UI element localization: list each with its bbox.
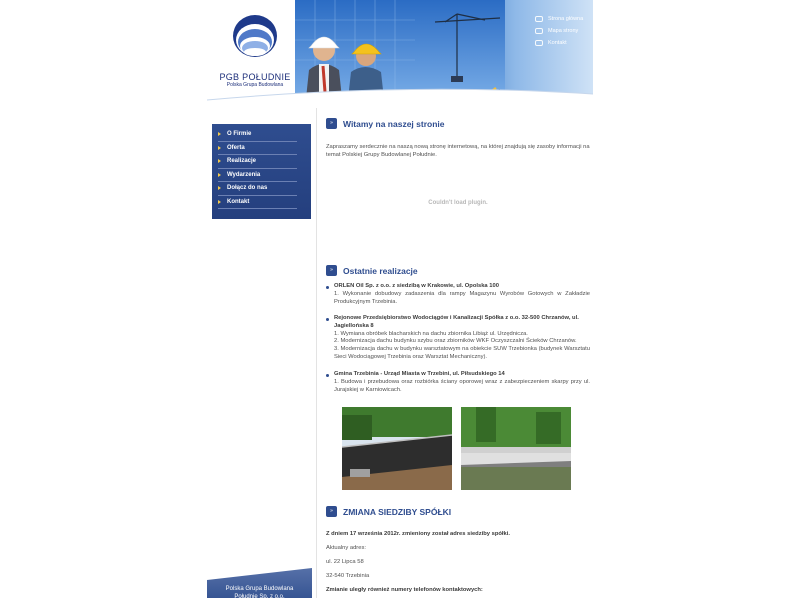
zmiana-city: 32-540 Trzebinia [326, 573, 370, 579]
nav-label: Dołącz do nas [227, 185, 268, 192]
sitemap-icon [535, 28, 543, 34]
realizacja-line: 1. Wymiana obróbek blacharskich na dachu zbiornika Libiąż ul. Urzędnicza. [334, 330, 528, 337]
realizacja-heading: ORLEN Oil Sp. z o.o. z siedzibą w Krakowie, ul. Opolska 100 [334, 283, 499, 289]
project-photo-1[interactable] [342, 407, 452, 490]
realizacja-line: 1. Wykonanie dobudowy zadaszenia dla rampy Magazynu Wyrobów Gotowych w Zakładzie Produkcyjnym Trzebinia. [334, 290, 590, 305]
section-arrow-icon: » [326, 265, 337, 276]
realizacja-item [326, 283, 590, 306]
zmiana-lead: Z dniem 17 września 2012r. zmieniony został adres siedziby spółki. [326, 531, 510, 537]
toplink-label: Kontakt [548, 40, 567, 46]
zmiana-address-label: Aktualny adres: [326, 545, 366, 551]
realizacja-line: 2. Modernizacja dachu budynku szybu oraz zbiorników WKF Oczyszczalni Ścieków Chrzanów. [334, 338, 577, 345]
arrow-icon [218, 173, 221, 177]
nav-label: Wydarzenia [227, 171, 261, 178]
toplink-home[interactable] [535, 13, 593, 25]
left-column [207, 108, 317, 598]
logo-title: PGB POŁUDNIE [219, 72, 291, 82]
arrow-icon [218, 132, 221, 136]
bullet-icon [326, 286, 329, 289]
nav-label: Oferta [227, 144, 245, 151]
section-arrow-icon: » [326, 506, 337, 517]
toplink-label: Strona główna [548, 16, 584, 22]
nav-label: Realizacje [227, 158, 257, 165]
realizacja-item [326, 315, 590, 362]
logo-rings-icon [231, 14, 279, 66]
home-icon [535, 16, 543, 22]
toplink-sitemap[interactable] [535, 25, 593, 37]
nav-item-o-firmie[interactable] [218, 128, 297, 142]
section-header-realizacje [326, 265, 418, 276]
section-title: Witamy na naszej stronie [343, 118, 445, 129]
bullet-icon [326, 374, 329, 377]
nav-item-wydarzenia[interactable] [218, 169, 297, 183]
header-curve [207, 84, 593, 108]
top-links [535, 13, 593, 49]
toplink-contact[interactable] [535, 37, 593, 49]
welcome-text: Zapraszamy serdecznie na naszą nową stronę internetową, na której znajdują się zasoby informacji na temat Polskiej Grupy Budowlanej Południe. [326, 144, 590, 158]
page-container [207, 0, 593, 598]
footer-company-name: Polska Grupa Budowlana [225, 586, 294, 592]
nav-label: O Firmie [227, 131, 252, 138]
nav-label: Kontakt [227, 198, 250, 205]
footer-company-name-2: Południe Sp. z o.o. [234, 594, 285, 598]
zmiana-phones: Zmianie uległy również numery telefonów kontaktowych: [326, 587, 483, 593]
arrow-icon [218, 186, 221, 190]
section-arrow-icon: » [326, 118, 337, 129]
arrow-icon [218, 146, 221, 150]
arrow-icon [218, 200, 221, 204]
arrow-icon [218, 159, 221, 163]
nav-item-kontakt[interactable] [218, 196, 297, 210]
section-title: ZMIANA SIEDZIBY SPÓŁKI [343, 506, 452, 517]
plugin-placeholder: Couldn't load plugin. [428, 200, 488, 206]
section-title: Ostatnie realizacje [343, 265, 418, 276]
nav-item-realizacje[interactable] [218, 155, 297, 169]
toplink-label: Mapa strony [548, 28, 579, 34]
nav-item-oferta[interactable] [218, 142, 297, 156]
main-content [326, 108, 592, 598]
zmiana-street: ul. 22 Lipca 58 [326, 559, 364, 565]
header-banner [207, 0, 593, 108]
realizacja-heading: Gmina Trzebinia - Urząd Miasta w Trzebini, ul. Piłsudskiego 14 [334, 371, 505, 377]
main-nav [212, 124, 311, 219]
nav-item-dolacz[interactable] [218, 182, 297, 196]
section-header-zmiana [326, 506, 451, 517]
realizacja-item [326, 371, 590, 394]
logo-subtitle: Polska Grupa Budowlana [226, 82, 284, 88]
bullet-icon [326, 318, 329, 321]
mail-icon [535, 40, 543, 46]
project-photo-1-image [342, 407, 452, 490]
realizacja-heading: Rejonowe Przedsiębiorstwo Wodociągów i Kanalizacji Spółka z o.o. 32-500 Chrzanów, ul. Jagiellońska 8 [334, 315, 579, 329]
project-photo-2[interactable] [461, 407, 571, 490]
realizacja-line: 1. Budowa i przebudowa oraz rozbiórka ściany oporowej wraz z zabezpieczeniem skarpy przy ul. Jurajskiej w Karniowicach. [334, 378, 590, 393]
section-header-welcome [326, 118, 444, 129]
realizacja-line: 3. Modernizacja dachu w budynku warsztatowym na obiekcie SUW Trzebionka (budynek Warsztatu Sieci Wodociągowej Trzebinia oraz Warsztat Mechaniczny). [334, 346, 590, 360]
project-photo-2-image [461, 407, 571, 490]
